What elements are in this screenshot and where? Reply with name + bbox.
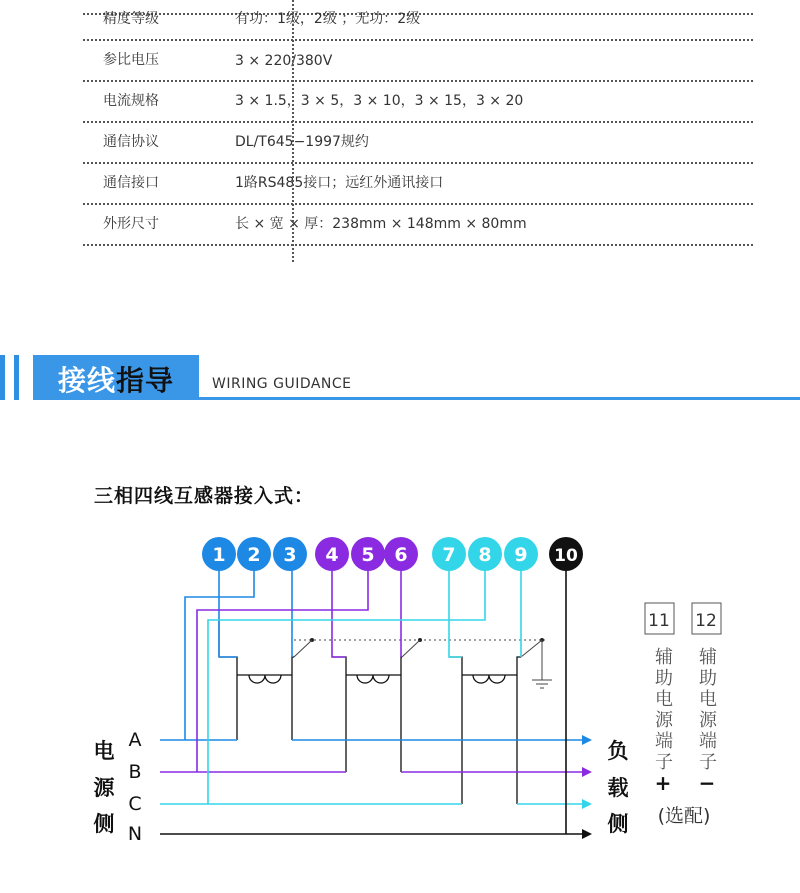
phase-b-wires <box>160 568 590 772</box>
row-label: 精度等级 <box>103 11 159 27</box>
table-row <box>83 82 753 123</box>
source-side-char: 电 <box>93 739 115 763</box>
terminal-label: 8 <box>478 544 492 566</box>
row-label: 通信协议 <box>103 134 159 150</box>
load-side-char: 负 <box>607 739 629 763</box>
header-accent-bar <box>0 355 5 400</box>
ct-group-c <box>449 657 521 804</box>
plus-sign: + <box>654 771 672 795</box>
table-row <box>83 123 753 164</box>
switch-line <box>294 640 312 657</box>
row-value: 3 × 1.5，3 × 5，3 × 10，3 × 15，3 × 20 <box>235 93 524 109</box>
spec-table <box>83 0 753 246</box>
phase-label-n: N <box>127 823 143 845</box>
aux-terminal-label: 11 <box>648 611 670 631</box>
phase-label-b: B <box>128 761 142 783</box>
phase-c-wires <box>160 568 590 804</box>
row-value: 长 × 宽 × 厚：238mm × 148mm × 80mm <box>235 216 527 232</box>
row-value: DL/T645−1997规约 <box>235 134 369 150</box>
table-row <box>83 205 753 246</box>
terminal-label: 5 <box>361 544 375 566</box>
section-title-dark: 指导 <box>116 364 175 397</box>
ct-group-b <box>332 657 402 772</box>
source-side-char: 侧 <box>93 812 115 836</box>
terminal-label: 4 <box>325 544 339 566</box>
aux-terminal-label: 12 <box>695 611 717 631</box>
phase-label-c: C <box>128 793 142 815</box>
section-title-light: 接线 <box>58 364 117 397</box>
neutral-wire <box>160 568 590 834</box>
header-underline <box>199 397 800 400</box>
phase-label-a: A <box>128 729 142 751</box>
row-label: 通信接口 <box>103 175 159 191</box>
ct-group-a <box>219 620 294 740</box>
table-row <box>83 0 753 41</box>
wiring-diagram <box>0 520 800 893</box>
row-label: 外形尺寸 <box>103 216 159 232</box>
row-value: 有功：1级，2级 ；无功：2级 <box>235 11 421 27</box>
switch-line <box>521 640 542 657</box>
terminal-label: 6 <box>394 544 408 566</box>
optional-note: (选配) <box>657 805 711 827</box>
row-label: 电流规格 <box>103 93 159 109</box>
terminal-label: 1 <box>212 544 226 566</box>
terminal-label: 3 <box>283 544 297 566</box>
row-label: 参比电压 <box>103 52 159 68</box>
load-side-char: 载 <box>607 776 629 800</box>
terminal-label: 9 <box>514 544 528 566</box>
column-divider <box>292 0 294 262</box>
switch-line <box>402 640 420 657</box>
terminal-label: 10 <box>554 546 578 566</box>
section-title <box>58 359 174 399</box>
section-header <box>0 355 800 400</box>
aux-label-minus: 辅助电源端子 <box>699 647 717 773</box>
terminal-label: 2 <box>247 544 261 566</box>
load-side-char: 侧 <box>607 812 629 836</box>
source-side-char: 源 <box>93 776 115 800</box>
section-subtitle: WIRING GUIDANCE <box>212 376 352 392</box>
diagram-title: 三相四线互感器接入式： <box>94 485 315 507</box>
minus-sign: − <box>698 771 716 795</box>
row-value: 1路RS485接口；远红外通讯接口 <box>235 175 444 191</box>
header-accent-bar <box>14 355 19 400</box>
aux-label-plus: 辅助电源端子 <box>655 647 673 773</box>
table-row <box>83 164 753 205</box>
terminal-label: 7 <box>442 544 456 566</box>
table-row <box>83 41 753 82</box>
row-value: 3 × 220/380V <box>235 53 333 69</box>
